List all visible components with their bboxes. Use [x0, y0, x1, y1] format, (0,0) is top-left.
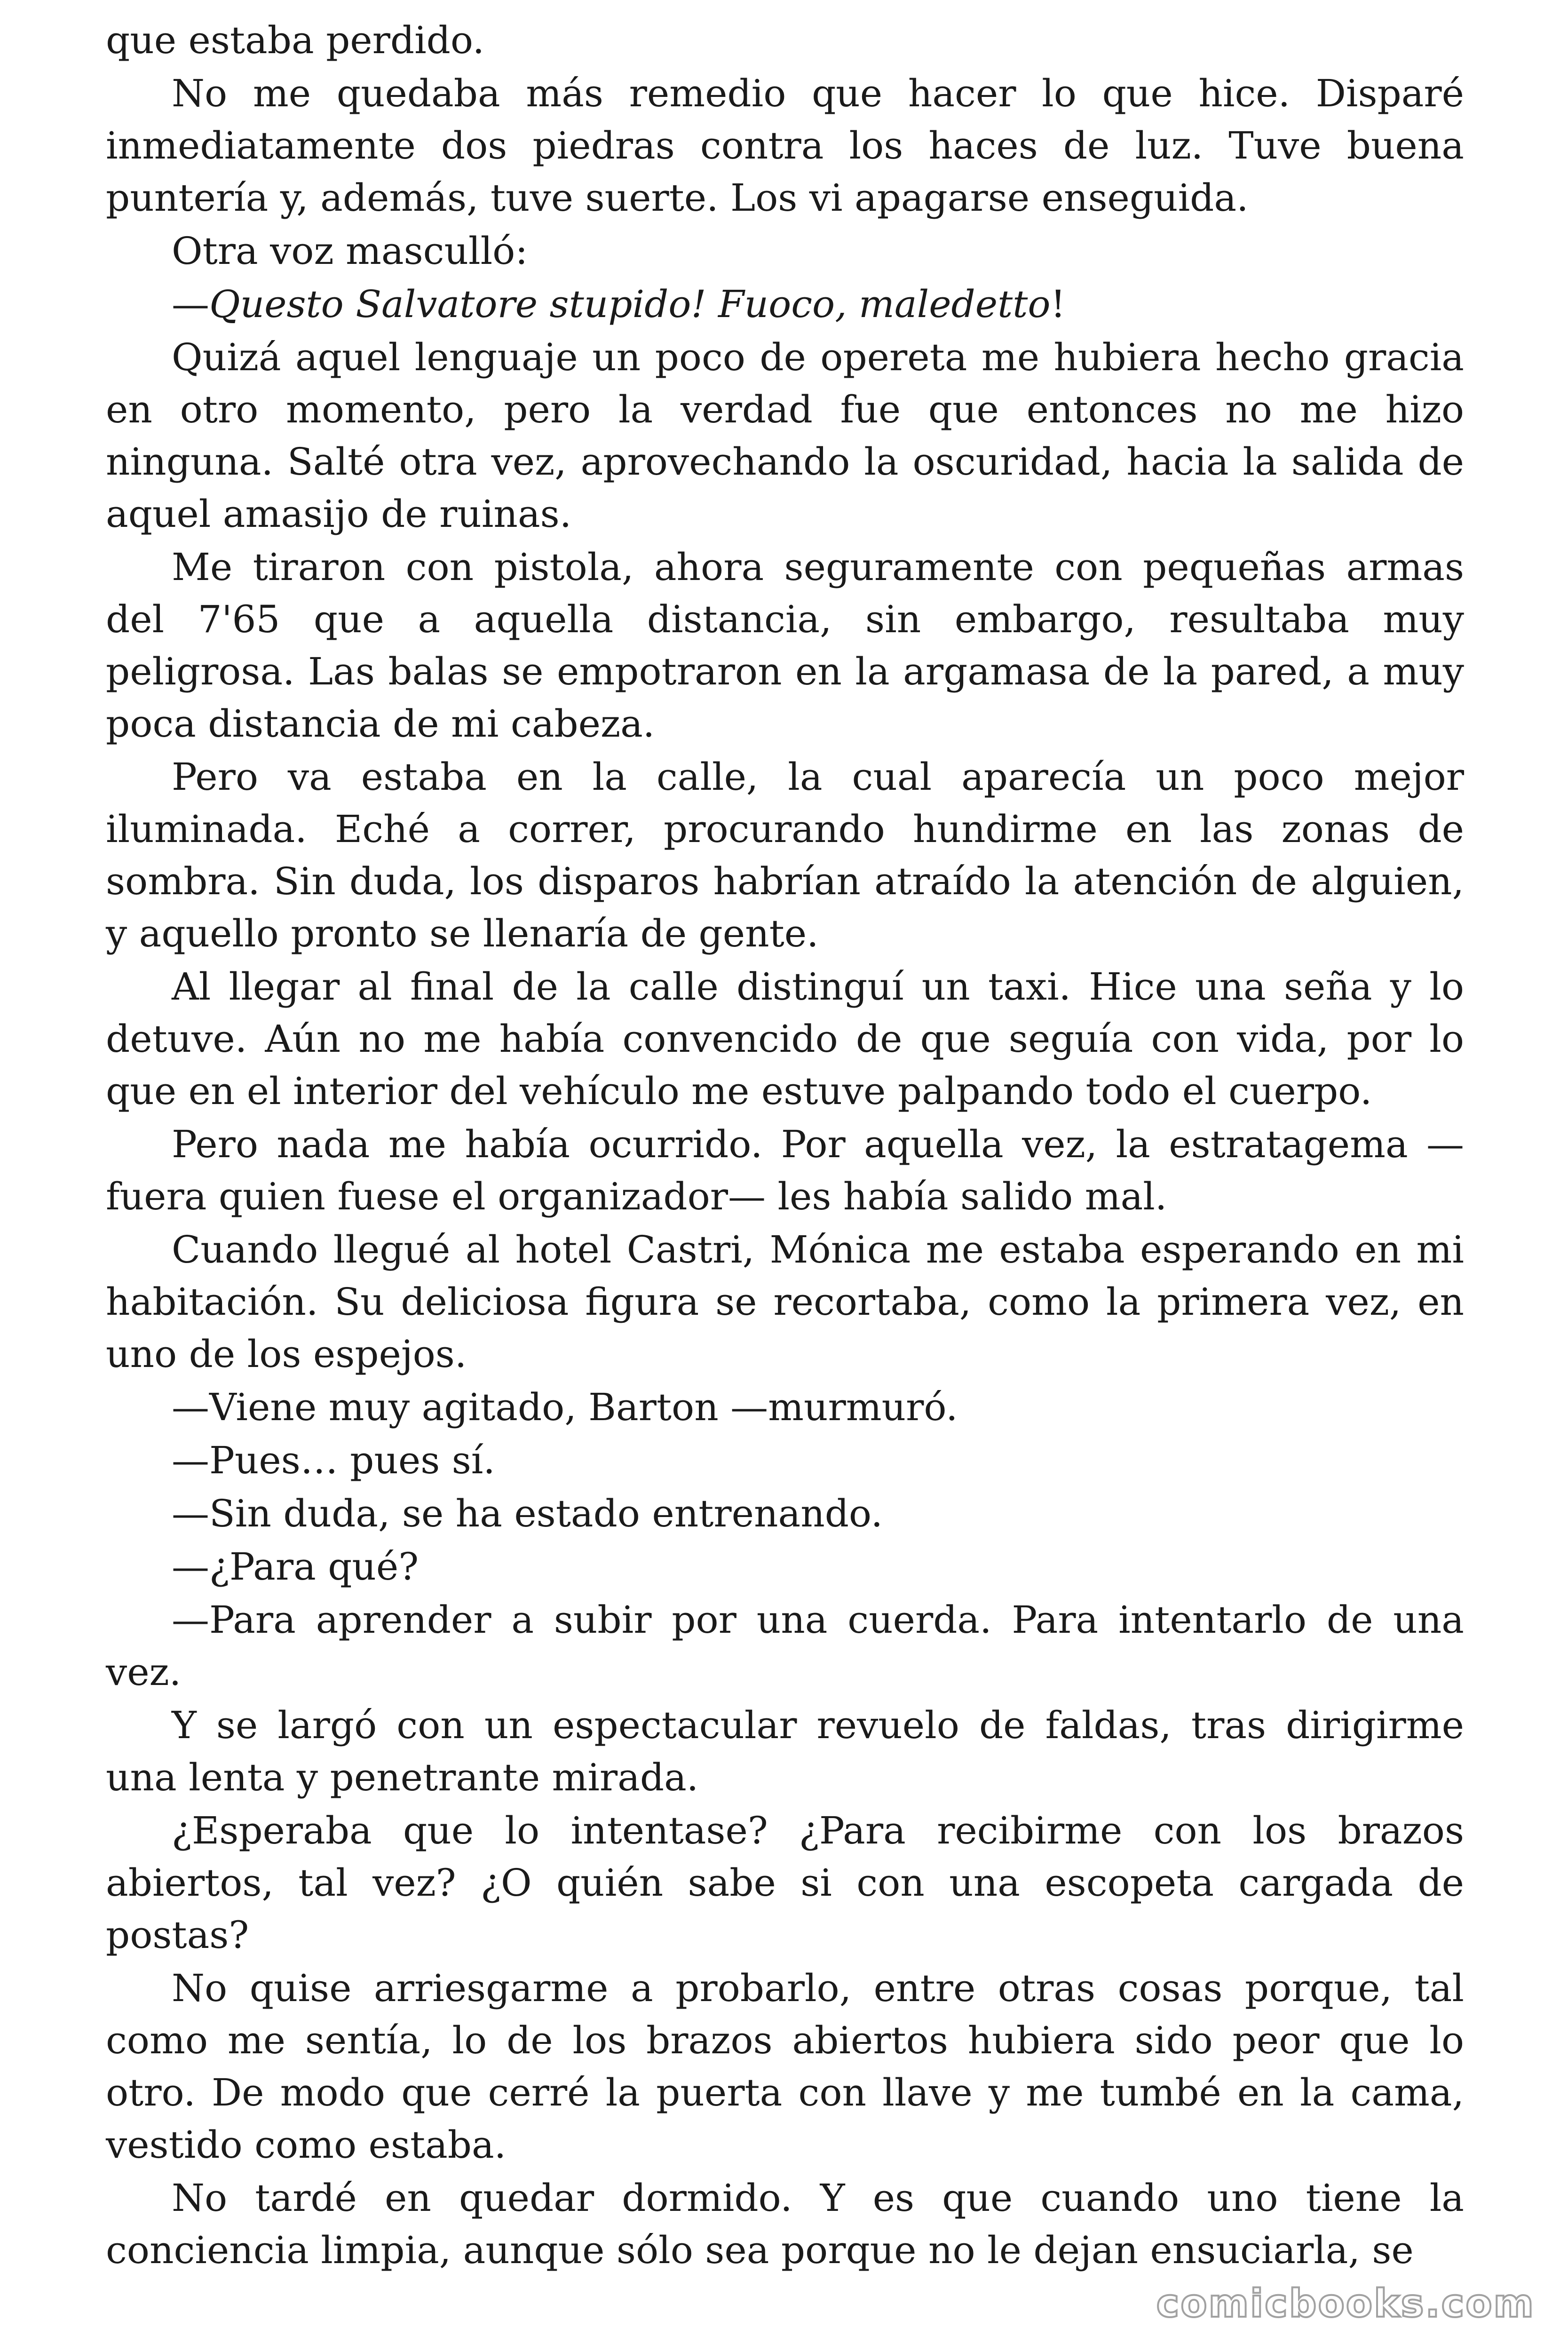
paragraph: No tardé en quedar dormido. Y es que cuando uno tiene la conciencia limpia, aunque sólo sea porque no le dejan ensuciarla, se — [106, 2176, 1464, 2272]
paragraph: Pero nada me había ocurrido. Por aquella vez, la estratagema —fuera quien fuese el organizador— les había salido mal. — [106, 1122, 1464, 1218]
paragraph: —Viene muy agitado, Barton —murmuró. — [172, 1385, 958, 1429]
paragraph: —Pues… pues sí. — [172, 1438, 495, 1482]
paragraph: Quizá aquel lenguaje un poco de opereta me hubiera hecho gracia en otro momento, pero la verdad fue que entonces no me hizo ninguna. Salté otra vez, aprovechando la oscuridad, hacia la salida de aquel amasijo de ruinas. — [106, 335, 1464, 536]
paragraph: Pero va estaba en la calle, la cual aparecía un poco mejor iluminada. Eché a correr, procurando hundirme en las zonas de sombra. Sin duda, los disparos habrían atraído la atención de alguien, y aquello pronto se llenaría de gente. — [106, 755, 1464, 955]
dialog-dash: — — [172, 282, 209, 326]
italic-dialog-line — [106, 278, 1464, 330]
paragraph: Otra voz masculló: — [172, 229, 528, 273]
paragraph: —¿Para qué? — [172, 1545, 419, 1589]
site-watermark: comicbooks.com — [1156, 2281, 1535, 2326]
paragraph: que estaba perdido. — [106, 18, 485, 62]
paragraph: —Para aprender a subir por una cuerda. Para intentarlo de una vez. — [106, 1598, 1464, 1694]
italian-quote: Questo Salvatore stupido! Fuoco, maledetto — [209, 282, 1051, 326]
dialog-punctuation: ! — [1050, 282, 1066, 326]
paragraph: No quise arriesgarme a probarlo, entre otras cosas porque, tal como me sentía, lo de los brazos abiertos hubiera sido peor que lo otro. De modo que cerré la puerta con llave y me tumbé en la cama, vestido como estaba. — [106, 1966, 1464, 2167]
paragraph: No me quedaba más remedio que hacer lo que hice. Disparé inmediatamente dos piedras contra los haces de luz. Tuve buena puntería y, además, tuve suerte. Los vi apagarse enseguida. — [106, 72, 1464, 220]
paragraph: ¿Esperaba que lo intentase? ¿Para recibirme con los brazos abiertos, tal vez? ¿O quién sabe si con una escopeta cargada de postas? — [106, 1809, 1464, 1957]
paragraph: Al llegar al final de la calle distinguí un taxi. Hice una seña y lo detuve. Aún no me había convencido de que seguía con vida, por lo que en el interior del vehículo me estuve palpando todo el cuerpo. — [106, 965, 1464, 1113]
paragraph: Me tiraron con pistola, ahora seguramente con pequeñas armas del 7'65 que a aquella distancia, sin embargo, resultaba muy peligrosa. Las balas se empotraron en la argamasa de la pared, a muy poca distancia de mi cabeza. — [106, 545, 1464, 746]
body-text — [106, 14, 1464, 2277]
paragraph: —Sin duda, se ha estado entrenando. — [172, 1492, 883, 1535]
paragraph: Cuando llegué al hotel Castri, Mónica me estaba esperando en mi habitación. Su deliciosa figura se recortaba, como la primera vez, en uno de los espejos. — [106, 1228, 1464, 1376]
paragraph: Y se largó con un espectacular revuelo de faldas, tras dirigirme una lenta y penetrante mirada. — [106, 1703, 1464, 1799]
